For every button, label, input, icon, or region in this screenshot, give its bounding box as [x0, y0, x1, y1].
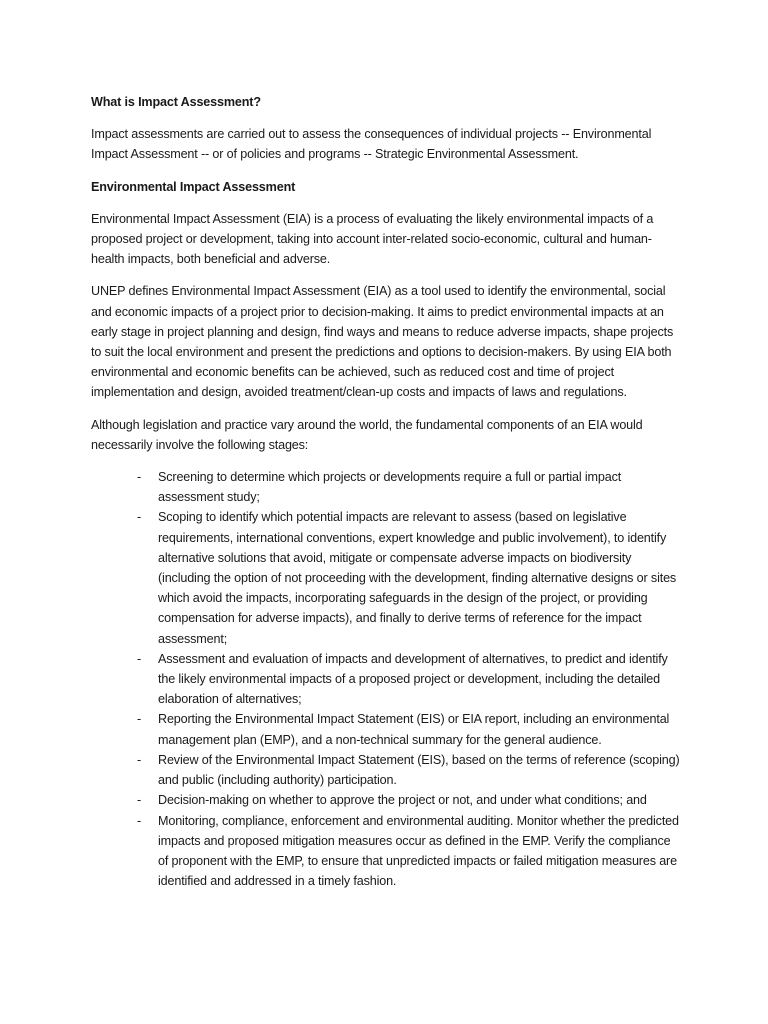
stage-text: Scoping to identify which potential impacts are relevant to assess (based on legislative requirements, international conventions, expert knowledge and public involvement), to identify alternative solutions that avoid, mitigate or compensate adverse impacts on biodiversity (including the option of not proceeding with the development, finding alternative designs or sites which avoid the impacts, incorporating safeguards in the design of the project, or providing compensation for adverse impacts), and finally to derive terms of reference for the impact assessment;	[158, 510, 677, 646]
eia-definition-paragraph: Environmental Impact Assessment (EIA) is a process of evaluating the likely environmental impacts of a proposed project or development, taking into account inter-related socio-economic, cultural and human-health impacts, both beneficial and adverse.	[91, 211, 654, 267]
intro-paragraph: Impact assessments are carried out to assess the consequences of individual projects -- Environmental Impact Assessment -- or of policies and programs -- Strategic Environmental Assessment.	[91, 127, 652, 162]
stage-text: Assessment and evaluation of impacts and development of alternatives, to predict and identify the likely environmental impacts of a proposed project or development, including the detailed elaboration of alternatives;	[158, 651, 668, 707]
list-item	[137, 750, 683, 790]
section-heading: Environmental Impact Assessment	[91, 179, 296, 194]
list-item	[137, 709, 683, 749]
bullet-dash: -	[137, 813, 142, 828]
bullet-dash: -	[137, 712, 142, 727]
unep-paragraph: UNEP defines Environmental Impact Assessment (EIA) as a tool used to identify the environmental, social and economic impacts of a project prior to decision-making. It aims to predict environmental impacts at an early stage in project planning and design, find ways and means to reduce adverse impacts, shape projects to suit the local environment and present the predictions and options to decision-makers. By using EIA both environmental and economic benefits can be achieved, such as reduced cost and time of project implementation and design, avoided treatment/clean-up costs and impacts of laws and regulations.	[91, 284, 674, 400]
list-item	[137, 790, 683, 810]
stages-list	[91, 467, 683, 891]
stage-text: Reporting the Environmental Impact Statement (EIS) or EIA report, including an environmental management plan (EMP), and a non-technical summary for the general audience.	[158, 712, 670, 747]
bullet-dash: -	[137, 510, 142, 525]
list-item	[137, 507, 683, 648]
stages-intro-paragraph: Although legislation and practice vary around the world, the fundamental components of an EIA would necessarily involve the following stages:	[91, 417, 643, 452]
bullet-dash: -	[137, 651, 142, 666]
bullet-dash: -	[137, 752, 142, 767]
document-title: What is Impact Assessment?	[91, 95, 261, 109]
document-page	[91, 92, 683, 891]
stage-text: Monitoring, compliance, enforcement and environmental auditing. Monitor whether the predicted impacts and proposed mitigation measures occur as defined in the EMP. Verify the compliance of proponent with the EMP, to ensure that unpredicted impacts or failed mitigation measures are identified and addressed in a timely fashion.	[158, 813, 679, 889]
list-item	[137, 467, 683, 507]
list-item	[137, 649, 683, 710]
bullet-dash: -	[137, 793, 142, 808]
stage-text: Review of the Environmental Impact Statement (EIS), based on the terms of reference (scoping) and public (including authority) participation.	[158, 752, 680, 788]
bullet-dash: -	[137, 470, 142, 485]
list-item	[137, 811, 683, 892]
stage-text: Decision-making on whether to approve the project or not, and under what conditions; and	[158, 793, 647, 808]
stage-text: Screening to determine which projects or developments require a full or partial impact assessment study;	[158, 470, 622, 505]
